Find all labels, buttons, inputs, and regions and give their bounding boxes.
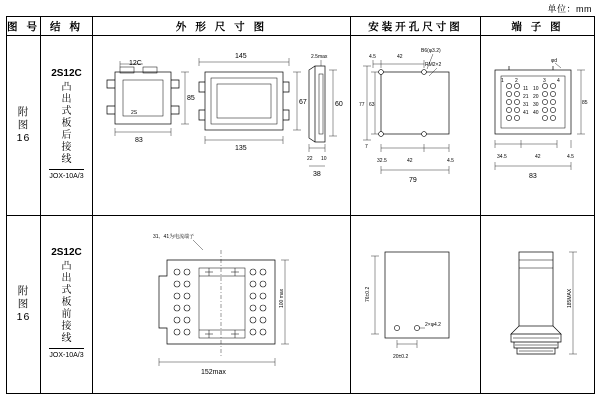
svg-text:38: 38 <box>313 171 321 178</box>
cell-outline-1 <box>93 36 351 216</box>
svg-text:32.5: 32.5 <box>377 158 387 164</box>
cell-structure-1 <box>41 36 93 216</box>
svg-text:85: 85 <box>187 95 195 102</box>
svg-text:4.5: 4.5 <box>567 154 574 160</box>
svg-text:41: 41 <box>523 110 529 116</box>
cell-terminal-2 <box>481 216 595 394</box>
header-outline: 外 形 尺 寸 图 <box>93 17 351 36</box>
header-fig-no: 图 号 <box>7 17 41 36</box>
svg-text:2×φ4.2: 2×φ4.2 <box>425 322 441 328</box>
cell-fig-no-1 <box>7 36 41 216</box>
svg-text:42: 42 <box>407 158 413 164</box>
table-header-row <box>7 17 595 36</box>
spec-table <box>6 16 595 394</box>
svg-text:10: 10 <box>321 156 327 162</box>
svg-text:2S: 2S <box>131 110 138 116</box>
svg-text:2: 2 <box>515 78 518 84</box>
header-terminal: 端 子 图 <box>481 17 595 36</box>
svg-text:2.5max: 2.5max <box>311 54 328 60</box>
table-row <box>7 36 595 216</box>
svg-text:60: 60 <box>335 101 343 108</box>
svg-text:3: 3 <box>543 78 546 84</box>
svg-text:152max: 152max <box>201 369 226 376</box>
svg-text:42: 42 <box>397 54 403 60</box>
svg-text:185MAX: 185MAX <box>567 288 573 308</box>
svg-text:31: 31 <box>523 102 529 108</box>
cell-mounting-1 <box>351 36 481 216</box>
svg-text:76±0.2: 76±0.2 <box>365 286 371 302</box>
svg-text:83: 83 <box>135 137 143 144</box>
structure-block-2 <box>41 247 92 363</box>
svg-text:135: 135 <box>235 145 247 152</box>
svg-text:B6(φ3.2): B6(φ3.2) <box>421 48 441 54</box>
svg-text:10: 10 <box>533 86 539 92</box>
svg-text:RM2×2: RM2×2 <box>425 62 442 68</box>
cell-structure-2 <box>41 216 93 394</box>
svg-text:31、41为电流端子: 31、41为电流端子 <box>153 234 195 240</box>
cell-fig-no-2 <box>7 216 41 394</box>
svg-text:20±0.2: 20±0.2 <box>393 354 409 360</box>
cell-mounting-2 <box>351 216 481 394</box>
svg-text:40: 40 <box>533 110 539 116</box>
svg-text:1: 1 <box>501 78 504 84</box>
unit-label: 单位：mm <box>547 4 592 14</box>
svg-text:21: 21 <box>523 94 529 100</box>
header-structure: 结 构 <box>41 17 93 36</box>
model-1: 2S12C <box>51 67 82 79</box>
cell-outline-2 <box>93 216 351 394</box>
series-1: JOX-10A/3 <box>49 169 83 184</box>
svg-text:11: 11 <box>523 86 529 92</box>
svg-text:67: 67 <box>299 99 307 106</box>
svg-text:30: 30 <box>533 102 539 108</box>
svg-text:145: 145 <box>235 53 247 60</box>
structure-desc-1: 凸出式板后接线 <box>61 82 72 165</box>
cell-terminal-1 <box>481 36 595 216</box>
svg-text:63: 63 <box>369 102 375 108</box>
structure-desc-2: 凸出式板前接线 <box>61 261 72 344</box>
svg-text:83: 83 <box>529 173 537 180</box>
svg-text:4.5: 4.5 <box>447 158 454 164</box>
svg-text:100 max: 100 max <box>279 288 285 308</box>
svg-text:7: 7 <box>365 144 368 150</box>
svg-text:φd: φd <box>551 58 558 64</box>
table-row <box>7 216 595 394</box>
svg-text:77: 77 <box>359 102 365 108</box>
svg-text:85: 85 <box>582 100 588 106</box>
svg-text:34.5: 34.5 <box>497 154 507 160</box>
fig-no-text-1: 附 图 16 <box>16 106 31 144</box>
svg-text:79: 79 <box>409 177 417 184</box>
svg-text:4.5: 4.5 <box>369 54 376 60</box>
header-mounting: 安装开孔尺寸图 <box>351 17 481 36</box>
series-2: JOX-10A/3 <box>49 348 83 363</box>
svg-text:12C: 12C <box>129 60 142 67</box>
svg-text:20: 20 <box>533 94 539 100</box>
svg-text:4: 4 <box>557 78 560 84</box>
fig-no-text-2: 附 图 16 <box>16 285 31 323</box>
model-2: 2S12C <box>51 246 82 258</box>
svg-text:42: 42 <box>535 154 541 160</box>
svg-text:22: 22 <box>307 156 313 162</box>
structure-block-1 <box>41 68 92 184</box>
